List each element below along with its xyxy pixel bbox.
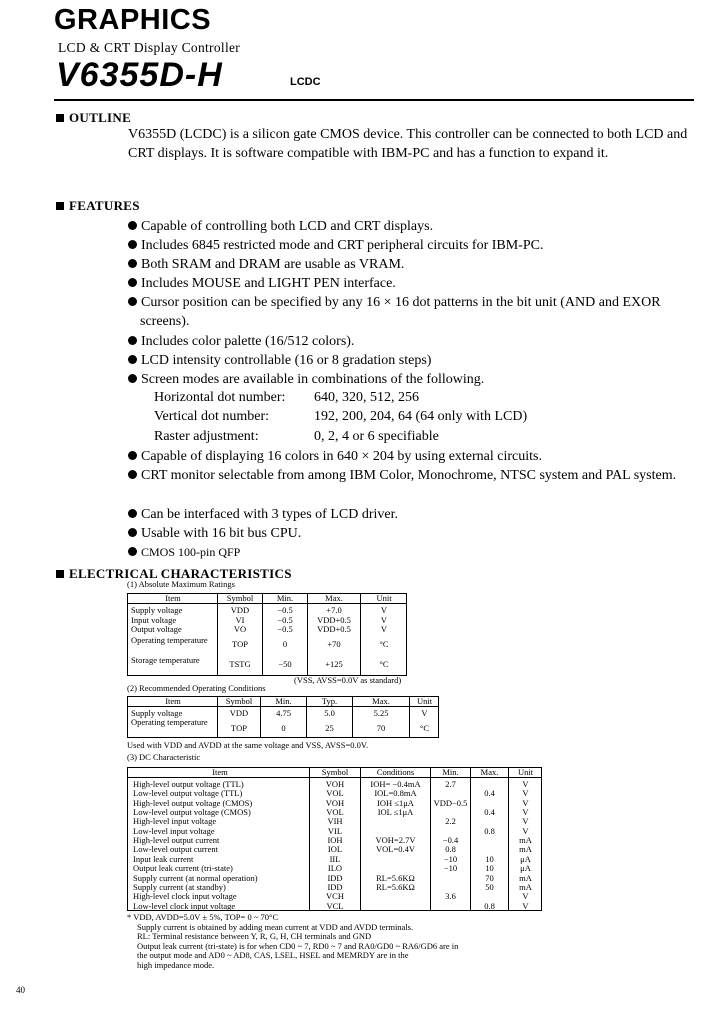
table-cell: mA	[519, 881, 532, 892]
table-cell: −0.5	[277, 624, 293, 634]
table-cell: High-level clock input voltage	[133, 891, 237, 902]
feature-item: Can be interfaced with 3 types of LCD driver.	[128, 505, 706, 524]
table-cell: IOL	[327, 844, 343, 855]
square-bullet-icon	[56, 570, 64, 578]
table-cell: IOH	[327, 835, 343, 846]
table-cell: Operating temperature	[131, 635, 208, 645]
feature-item: CMOS 100-pin QFP	[128, 543, 706, 562]
table-cell: −0.4	[442, 835, 459, 846]
dc-note: RL: Terminal resistance between Y, R, G, H, CH terminals and GND	[137, 931, 372, 942]
bullet-icon	[128, 297, 137, 306]
table-cell: V	[522, 891, 529, 902]
table-cell: 10	[485, 853, 494, 864]
table-cell: Low-level input voltage	[133, 825, 215, 836]
table-header: Typ.	[321, 696, 338, 706]
table-cell: mA	[519, 872, 532, 883]
feature-item: Capable of controlling both LCD and CRT displays.	[128, 217, 706, 236]
feature-item: Both SRAM and DRAM are usable as VRAM.	[128, 255, 706, 274]
bullet-icon	[128, 221, 137, 230]
table-cell: VOH	[325, 779, 345, 789]
mode-label: Vertical dot number:	[154, 409, 270, 424]
feature-item: CRT monitor selectable from among IBM Color, Monochrome, NTSC system and PAL system.	[128, 466, 706, 485]
table-cell: V	[380, 605, 388, 615]
table-cell: VOH	[325, 797, 345, 808]
section-label: GRAPHICS	[54, 4, 212, 36]
table-cell: VOL	[326, 807, 344, 818]
table-header: Symbol	[225, 696, 253, 706]
table-header: Item	[165, 593, 181, 603]
table-cell: +70	[327, 639, 341, 649]
table-cell: mA	[519, 844, 532, 855]
table-cell: VI	[235, 614, 245, 625]
table-cell: V	[522, 816, 529, 827]
table-cell: μA	[520, 853, 531, 864]
rec-op-note: Used with VDD and AVDD at the same voltage and VSS, AVSS=0.0V.	[127, 740, 369, 750]
dc-note: Output leak current (tri-state) is for when CD0 ~ 7, RD0 ~ 7 and RA0/GD0 ~ RA6/GD6 are in	[137, 940, 459, 951]
mode-label: Raster adjustment:	[154, 429, 259, 444]
table-cell: VOL=0.4V	[375, 844, 416, 855]
table-cell: Supply current (at standby)	[133, 881, 226, 892]
table-cell: 0.8	[484, 825, 495, 836]
table-cell: °C	[379, 639, 389, 649]
dc-note: Supply current is obtained by adding mean current at VDD and AVDD terminals.	[137, 921, 414, 932]
table-header: Max.	[480, 767, 499, 777]
feature-item: LCD intensity controllable (16 or 8 gradation steps)	[128, 351, 706, 370]
bullet-icon	[128, 278, 137, 287]
table-cell: VCL	[326, 900, 344, 911]
mode-value: 640, 320, 512, 256	[314, 390, 419, 405]
table-cell: TSTG	[229, 659, 251, 669]
table-cell: VO	[233, 624, 247, 634]
dc-title: (3) DC Characteristic	[127, 752, 201, 762]
table-cell: IOL ≤1μA	[377, 807, 414, 818]
header-rule	[54, 99, 694, 101]
table-cell: VDD	[230, 605, 250, 615]
table-cell: V	[522, 797, 529, 808]
table-cell: 3.6	[445, 891, 456, 902]
mode-value: 0, 2, 4 or 6 specifiable	[314, 429, 439, 444]
feature-item: Usable with 16 bit bus CPU.	[128, 524, 706, 543]
table-cell: High-level output current	[133, 835, 220, 846]
table-cell: Operating temperature	[131, 717, 208, 727]
table-cell: 0.4	[484, 807, 495, 818]
table-cell: RL=5.6KΩ	[376, 881, 415, 892]
table-cell: VCH	[326, 891, 344, 902]
electrical-heading: ELECTRICAL CHARACTERISTICS	[56, 566, 292, 582]
table-cell: 2.7	[445, 779, 456, 789]
bullet-icon	[128, 528, 137, 537]
table-cell: V	[522, 779, 529, 789]
table-cell: V	[522, 788, 529, 799]
table-header: Min.	[275, 696, 292, 706]
table-cell: IIL	[329, 853, 341, 864]
table-cell: RL=5.6KΩ	[376, 872, 415, 883]
table-cell: Low-level output voltage (CMOS)	[133, 807, 251, 818]
table-cell: V	[522, 900, 529, 911]
part-suffix: LCDC	[290, 76, 321, 88]
table-cell: Low-level clock input voltage	[133, 900, 236, 911]
table-cell: Low-level output voltage (TTL)	[133, 788, 243, 799]
table-cell: High-level input voltage	[133, 816, 217, 827]
features-heading: FEATURES	[56, 198, 140, 214]
table-cell: 0.8	[484, 900, 495, 911]
table-cell: −50	[278, 659, 292, 669]
table-cell: Storage temperature	[131, 655, 200, 665]
table-cell: VOH=2.7V	[375, 835, 416, 846]
table-cell: Low-level output current	[133, 844, 218, 855]
table-cell: 0	[282, 639, 288, 649]
bullet-icon	[128, 547, 137, 556]
table-cell: Supply current (at normal operation)	[133, 872, 258, 883]
bullet-icon	[128, 355, 137, 364]
bullet-icon	[128, 451, 137, 460]
table-cell: VDD+0.5	[317, 624, 351, 634]
abs-max-note: (VSS, AVSS=0.0V as standard)	[294, 675, 402, 685]
dc-note: * VDD, AVDD=5.0V ± 5%, TOP= 0 ~ 70°C	[127, 912, 279, 922]
feature-item: Cursor position can be specified by any 16 × 16 dot patterns in the bit unit (AND and EXOR screens).	[128, 293, 706, 331]
table-cell: VDD+0.5	[317, 614, 351, 625]
table-cell: High-level output voltage (CMOS)	[133, 797, 253, 808]
table-cell: V	[522, 825, 529, 836]
feature-item: Includes MOUSE and LIGHT PEN interface.	[128, 274, 706, 293]
subtitle: LCD & CRT Display Controller	[58, 40, 241, 55]
table-header: Symbol	[321, 767, 349, 777]
outline-heading: OUTLINE	[56, 110, 131, 126]
table-header: Item	[212, 767, 228, 777]
table-cell: VDD	[229, 708, 249, 718]
table-cell: VIH	[327, 816, 343, 827]
outline-text: V6355D (LCDC) is a silicon gate CMOS device. This controller can be connected to both LCD and CRT displays. It is software compatible with IBM-PC and has a function to expand it.	[128, 127, 688, 161]
table-cell: mA	[519, 835, 532, 846]
mode-value: 192, 200, 204, 64 (64 only with LCD)	[314, 409, 528, 424]
table-cell: 0.8	[445, 844, 456, 855]
mode-label: Horizontal dot number:	[154, 390, 286, 405]
table-header: Item	[165, 696, 181, 706]
bullet-icon	[128, 259, 137, 268]
dc-note: high impedance mode.	[137, 960, 215, 970]
feature-item: Includes 6845 restricted mode and CRT peripheral circuits for IBM-PC.	[128, 236, 706, 255]
table-cell: IDD	[327, 881, 343, 892]
feature-item: Capable of displaying 16 colors in 640 × 204 by using external circuits.	[128, 447, 706, 466]
bullet-icon	[128, 374, 137, 383]
table-cell: μA	[520, 863, 531, 874]
table-cell: °C	[419, 723, 430, 733]
feature-item: Screen modes are available in combinations of the following.	[128, 370, 706, 389]
table-cell: Supply voltage	[131, 605, 183, 615]
bullet-icon	[128, 336, 137, 345]
table-cell: 70	[485, 872, 494, 883]
table-cell: V	[380, 614, 388, 625]
table-cell: VIL	[327, 825, 343, 836]
table-cell: IOL=0.8mA	[374, 788, 417, 799]
table-header: Unit	[416, 696, 433, 706]
table-header: Symbol	[226, 593, 254, 603]
table-cell: 2.2	[445, 816, 456, 827]
abs-max-title: (1) Absolute Maximum Ratings	[127, 579, 235, 589]
table-cell: VDD−0.5	[433, 797, 468, 808]
table-cell: TOP	[231, 723, 247, 733]
table-cell: Output voltage	[131, 624, 182, 634]
table-cell: Supply voltage	[131, 708, 183, 718]
table-cell: IOH= −0.4mA	[370, 779, 421, 789]
table-header: Unit	[517, 767, 534, 777]
table-cell: V	[421, 708, 428, 718]
table-cell: VOL	[326, 788, 344, 799]
table-cell: IDD	[327, 872, 343, 883]
table-cell: 25	[325, 723, 334, 733]
table-cell: 0.4	[484, 788, 495, 799]
table-cell: °C	[379, 659, 389, 669]
table-cell: TOP	[232, 639, 248, 649]
table-header: Conditions	[376, 767, 415, 777]
table-cell: +125	[325, 659, 343, 669]
table-cell: −10	[443, 853, 458, 864]
table-cell: +7.0	[326, 605, 342, 615]
table-cell: 4.75	[276, 708, 291, 718]
table-header: Min.	[276, 593, 294, 603]
bullet-icon	[128, 470, 137, 479]
table-header: Min.	[442, 767, 459, 777]
table-cell: V	[522, 807, 529, 818]
square-bullet-icon	[56, 202, 64, 210]
table-cell: 5.0	[324, 708, 335, 718]
table-cell: 70	[376, 723, 386, 733]
page-number: 40	[16, 985, 25, 995]
table-cell: −0.5	[277, 605, 293, 615]
part-number: V6355D-H	[56, 56, 223, 94]
bullet-icon	[128, 509, 137, 518]
table-cell: −10	[443, 863, 458, 874]
table-cell: Output leak current (tri-state)	[133, 863, 233, 874]
square-bullet-icon	[56, 114, 64, 122]
table-cell: V	[380, 624, 388, 634]
table-cell: 5.25	[373, 708, 389, 718]
feature-item: Includes color palette (16/512 colors).	[128, 332, 706, 351]
table-cell: Input leak current	[133, 853, 194, 864]
table-cell: 50	[485, 881, 494, 892]
table-cell: IOH ≤1μA	[377, 797, 414, 808]
table-cell: ILO	[327, 863, 343, 874]
rec-op-title: (2) Recommended Operating Conditions	[127, 683, 266, 693]
dc-note: the output mode and AD0 ~ AD8, CAS, LSEL, HSEL and MEMRDY are in the	[137, 950, 409, 961]
table-header: Max.	[372, 696, 390, 706]
table-cell: −0.5	[277, 614, 293, 625]
table-header: Max.	[325, 593, 343, 603]
table-header: Unit	[376, 593, 392, 603]
bullet-icon	[128, 240, 137, 249]
table-cell: 0	[281, 723, 286, 733]
table-cell: 10	[485, 863, 494, 874]
table-cell: Input voltage	[131, 614, 177, 625]
table-cell: High-level output voltage (TTL)	[133, 779, 244, 789]
